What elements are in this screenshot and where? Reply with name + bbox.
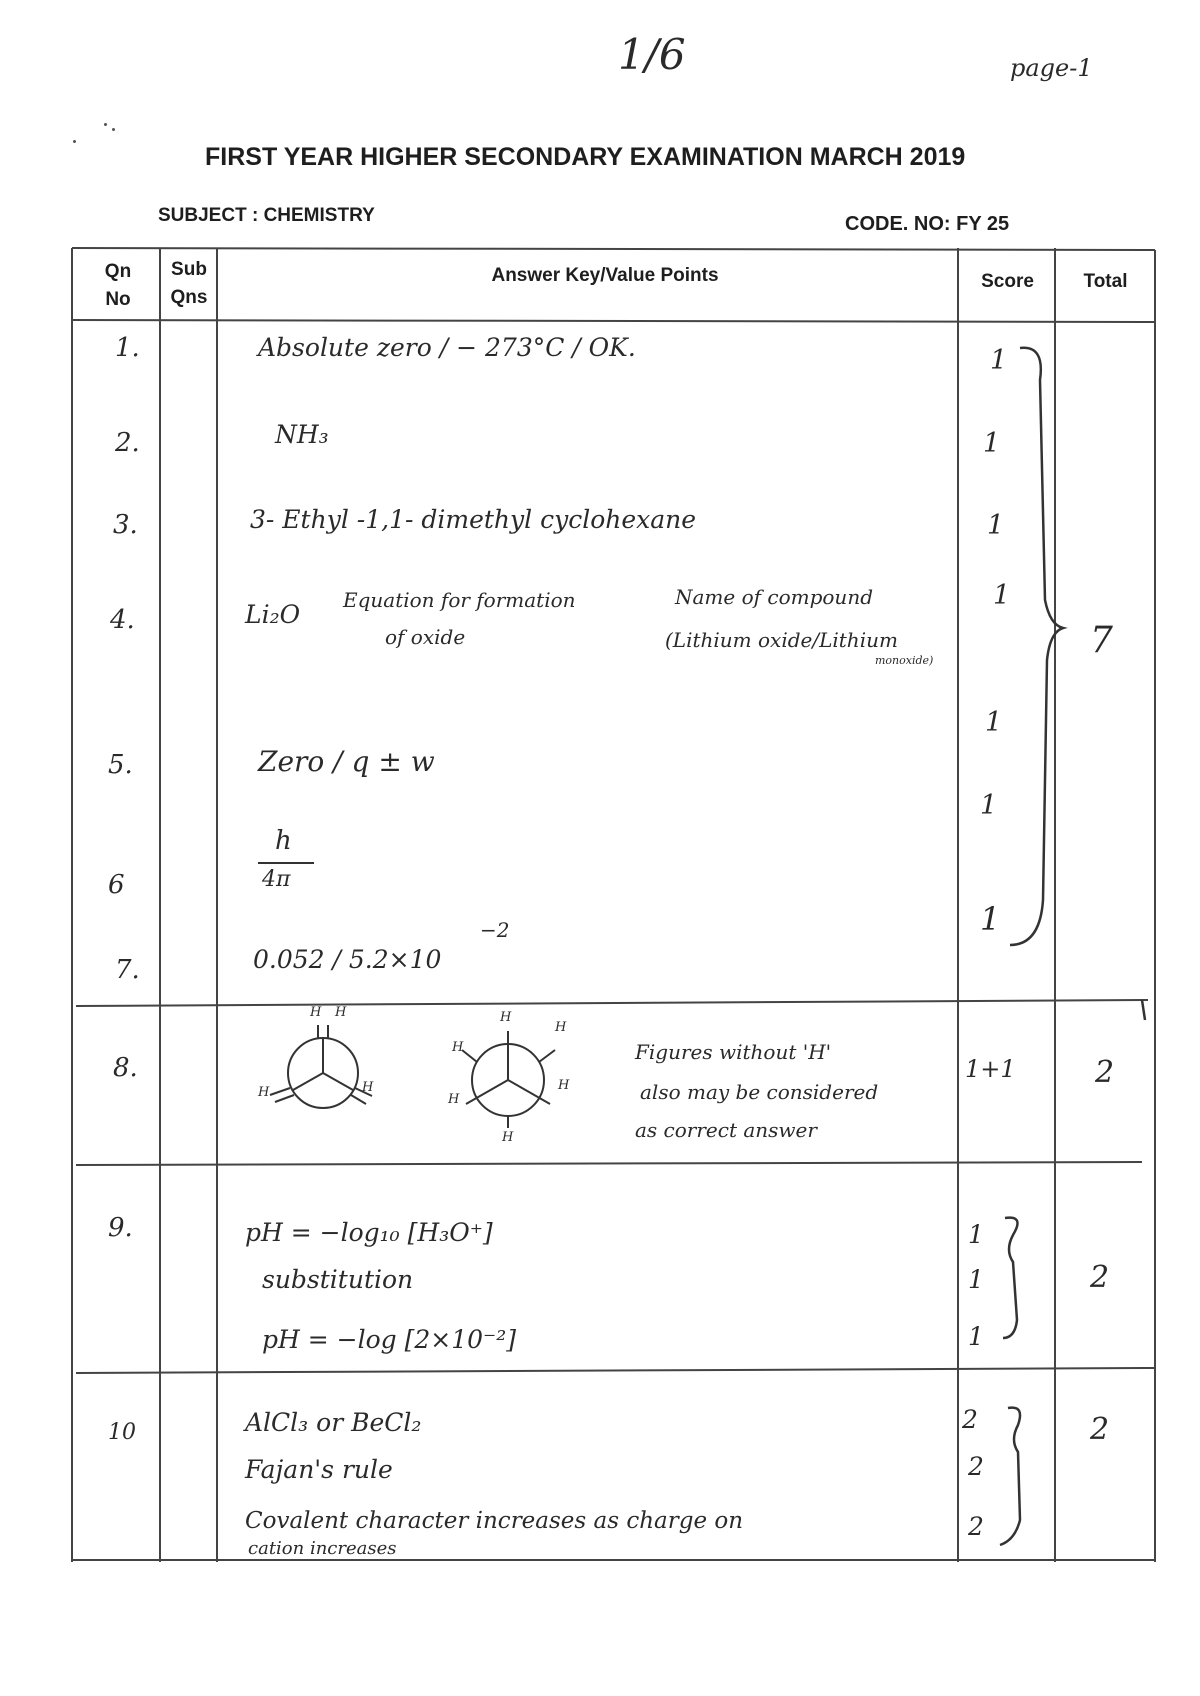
q10-score2: 2 (968, 1452, 984, 1481)
q4-answer-equation-line1: Equation for formation (343, 588, 576, 612)
q10-total: 2 (1090, 1412, 1110, 1447)
q6-fraction-bar (258, 862, 314, 864)
q10-line2: Fajan's rule (245, 1455, 393, 1484)
q7-answer: 0.052 / 5.2×10 (253, 945, 442, 974)
q9-score2: 1 (968, 1265, 984, 1294)
scan-speck (73, 140, 76, 143)
header-no-label: No (105, 289, 131, 310)
q2-answer: NH₃ (275, 420, 329, 449)
eclipsed-newman-circle (288, 1038, 358, 1108)
code-line: CODE. NO: FY 25 (845, 213, 1010, 235)
q5-number: 5. (108, 750, 133, 780)
q4-answer-name-line1: Name of compound (675, 585, 873, 609)
q8-atom-h: H (500, 1010, 512, 1025)
q2-score: 1 (983, 428, 1001, 459)
q4-answer-formula: Li₂O (245, 600, 301, 629)
q9-total: 2 (1090, 1260, 1110, 1295)
scan-speck (112, 128, 115, 131)
q8-note-line1: Figures without 'H' (635, 1040, 832, 1064)
q4-number: 4. (110, 605, 135, 635)
q10-score3: 2 (968, 1512, 984, 1541)
q9-score1: 1 (968, 1220, 984, 1249)
q7-score: 1 (980, 900, 1001, 938)
header-answer-key: Answer Key/Value Points (491, 265, 719, 286)
q6-answer-numerator: h (275, 826, 292, 856)
q8-note-line3: as correct answer (635, 1118, 817, 1142)
q6-number: 6 (108, 870, 125, 900)
header-qns-label: Qns (170, 287, 208, 308)
q8-total: 2 (1095, 1055, 1115, 1090)
q2-number: 2. (115, 428, 140, 458)
q6-answer-denominator: 4π (262, 867, 291, 892)
q3-number: 3. (113, 510, 138, 540)
header-sub-qns (163, 256, 215, 312)
q8-atom-h: H (452, 1040, 464, 1055)
subject-line: SUBJECT : CHEMISTRY (158, 205, 375, 226)
q4-answer-name-line2: (Lithium oxide/Lithium (665, 628, 898, 652)
header-qn-no (86, 258, 150, 314)
header-score: Score (981, 271, 1034, 292)
staggered-newman-circle (472, 1044, 544, 1116)
q8-note-line2: also may be considered (640, 1080, 879, 1104)
q8-atom-h: H (258, 1085, 270, 1100)
q4-answer-name-line3: monoxide) (875, 654, 934, 667)
q9-line2: substitution (262, 1265, 414, 1294)
group1-total: 7 (1090, 620, 1113, 661)
page-fraction: 1/6 (618, 30, 686, 79)
q7-number: 7. (115, 955, 140, 985)
q4-score: 1 (993, 580, 1011, 611)
q9-line3: pH = −log [2×10⁻²] (262, 1325, 516, 1354)
q1-score: 1 (990, 345, 1008, 376)
q1-number: 1. (115, 333, 140, 363)
q6-score: 1 (980, 790, 998, 821)
scan-speck (104, 123, 107, 126)
q9-line1: pH = −log₁₀ [H₃O⁺] (245, 1218, 493, 1247)
header-total: Total (1083, 271, 1128, 292)
q7-answer-exponent: −2 (480, 918, 510, 942)
q5-score: 1 (985, 707, 1003, 738)
q10-number: 10 (108, 1420, 136, 1445)
q3-answer: 3- Ethyl -1,1- dimethyl cyclohexane (250, 505, 697, 534)
page-number: page-1 (1010, 54, 1093, 82)
header-qn-label: Qn (104, 261, 132, 282)
q8-atom-h: H (448, 1092, 460, 1107)
q9-number: 9. (108, 1213, 133, 1243)
q4-answer-equation-line2: of oxide (385, 625, 466, 649)
exam-title: FIRST YEAR HIGHER SECONDARY EXAMINATION MARCH 2019 (205, 143, 966, 171)
q1-answer: Absolute zero / − 273°C / OK. (258, 333, 636, 362)
q8-score: 1+1 (965, 1055, 1016, 1083)
q9-score3: 1 (968, 1322, 984, 1351)
q8-atom-h: H (502, 1130, 514, 1145)
q8-atom-h: H (310, 1005, 322, 1020)
q10-line1: AlCl₃ or BeCl₂ (245, 1408, 422, 1437)
q10-line3: Covalent character increases as charge on (245, 1508, 744, 1534)
q8-atom-h: H (555, 1020, 567, 1035)
q8-number: 8. (113, 1053, 138, 1083)
q3-score: 1 (987, 510, 1005, 541)
header-sub-label: Sub (171, 259, 207, 280)
q5-answer: Zero / q ± w (258, 745, 435, 778)
q10-line4: cation increases (248, 1538, 397, 1559)
q8-atom-h: H (362, 1080, 374, 1095)
q10-score1: 2 (962, 1405, 978, 1434)
q8-atom-h: H (335, 1005, 347, 1020)
q8-atom-h: H (558, 1078, 570, 1093)
